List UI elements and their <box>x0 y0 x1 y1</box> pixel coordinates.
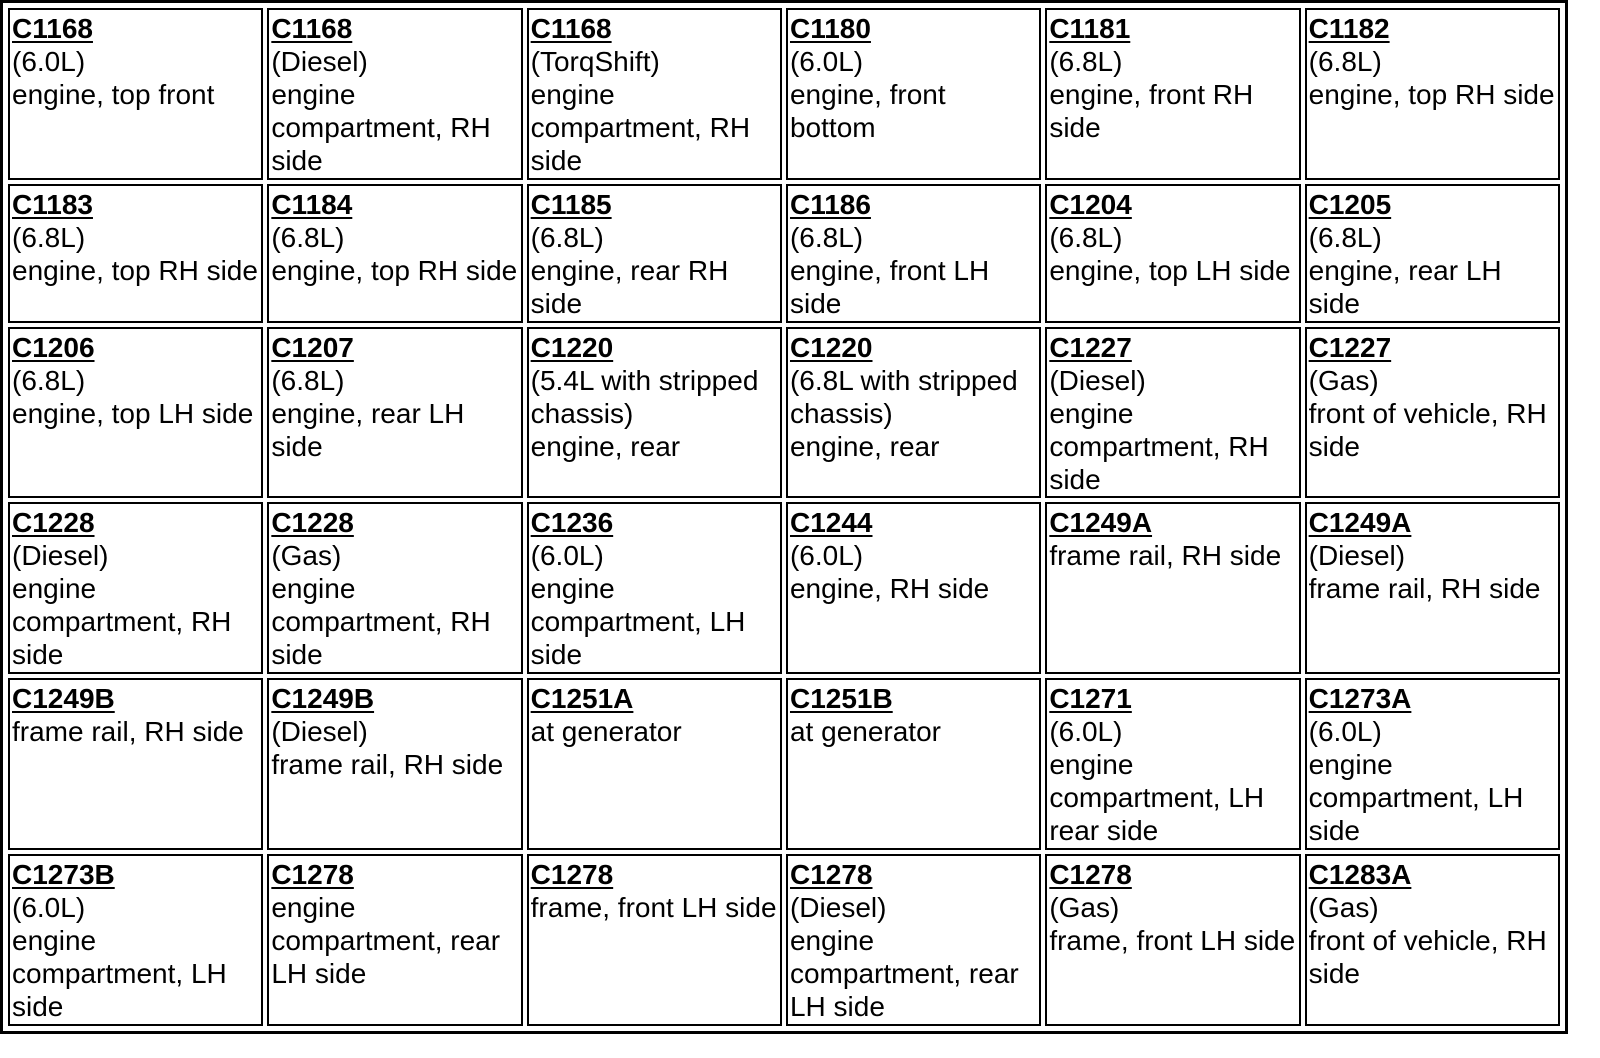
connector-cell <box>1045 678 1300 850</box>
connector-location-text: engine compartment, RH side <box>12 573 232 671</box>
connector-location-text: frame, front LH side <box>1049 925 1296 957</box>
connector-cell <box>1045 327 1300 499</box>
connector-location-text: (6.0L) <box>12 46 86 77</box>
connector-location-text: (6.8L with stripped chassis) <box>789 364 1018 429</box>
connector-cell <box>267 184 522 323</box>
connector-code-link[interactable]: C1227 <box>1049 331 1132 363</box>
connector-code-link[interactable]: C1180 <box>789 13 871 44</box>
connector-cell <box>527 854 782 1026</box>
connector-code-link[interactable]: C1205 <box>1308 188 1392 220</box>
connector-code-link[interactable]: C1273A <box>1308 683 1412 715</box>
connector-location-text: at generator <box>789 716 941 748</box>
connector-cell <box>267 678 522 850</box>
connector-location-text: engine, front LH side <box>789 254 990 319</box>
connector-cell <box>786 184 1041 323</box>
connector-location-text: (6.0L) <box>1049 716 1123 748</box>
connector-code-link[interactable]: C1228 <box>12 507 95 539</box>
connector-location-text: (Gas) <box>1308 364 1379 396</box>
connector-location-text: engine compartment, LH side <box>530 573 746 671</box>
connector-location-text: (6.8L) <box>1308 46 1382 77</box>
connector-location-text: engine, top LH side <box>1049 254 1291 286</box>
connector-location-text: (6.0L) <box>789 46 864 77</box>
connector-code-link[interactable]: C1204 <box>1049 188 1132 220</box>
connector-location-text: engine, rear LH side <box>1308 254 1502 319</box>
connector-cell <box>1305 327 1560 499</box>
connector-location-text: frame rail, RH side <box>1049 540 1282 572</box>
connector-code-link[interactable]: C1168 <box>530 13 612 44</box>
connector-location-text: engine, top RH side <box>1308 79 1555 110</box>
connector-location-table <box>4 4 1564 1030</box>
connector-location-text: (Diesel) <box>271 46 368 77</box>
connector-location-text: engine, top RH side <box>271 254 518 286</box>
connector-code-link[interactable]: C1227 <box>1308 331 1392 363</box>
connector-code-link[interactable]: C1278 <box>530 859 614 891</box>
connector-location-text: (6.8L) <box>12 364 86 396</box>
connector-location-text: (6.0L) <box>1308 716 1382 748</box>
connector-cell <box>1045 854 1300 1026</box>
connector-code-link[interactable]: C1244 <box>789 507 873 539</box>
connector-location-text: (6.8L) <box>530 221 604 253</box>
connector-cell <box>527 8 782 180</box>
connector-cell <box>527 678 782 850</box>
connector-location-text: (6.0L) <box>530 540 604 572</box>
connector-location-text: engine, RH side <box>789 573 990 605</box>
connector-cell <box>267 327 522 499</box>
connector-code-link[interactable]: C1228 <box>271 507 354 539</box>
connector-location-text: engine compartment, RH side <box>530 79 751 176</box>
connector-cell <box>786 327 1041 499</box>
table-row <box>8 8 1560 180</box>
connector-code-link[interactable]: C1182 <box>1308 13 1390 44</box>
connector-location-text: engine compartment, LH rear side <box>1049 749 1265 847</box>
connector-location-text: engine compartment, rear LH side <box>271 892 501 990</box>
connector-cell <box>1305 184 1560 323</box>
connector-location-text: (Diesel) <box>271 716 368 748</box>
connector-cell <box>8 184 263 323</box>
connector-location-text: (6.0L) <box>12 892 86 924</box>
connector-location-text: (Gas) <box>1308 892 1379 924</box>
connector-cell <box>786 502 1041 674</box>
connector-code-link[interactable]: C1249A <box>1308 507 1412 539</box>
connector-cell <box>527 327 782 499</box>
connector-cell <box>1305 8 1560 180</box>
table-row <box>8 184 1560 323</box>
connector-cell <box>786 678 1041 850</box>
connector-location-text: engine compartment, LH side <box>1308 749 1524 847</box>
connector-location-text: engine, front RH side <box>1049 79 1254 143</box>
connector-cell <box>267 8 522 180</box>
connector-cell <box>8 327 263 499</box>
table-row <box>8 502 1560 674</box>
connector-location-text: front of vehicle, RH side <box>1308 397 1547 462</box>
connector-cell <box>1045 8 1300 180</box>
connector-location-text: at generator <box>530 716 682 748</box>
connector-code-link[interactable]: C1273B <box>12 859 115 891</box>
connector-cell <box>786 8 1041 180</box>
connector-code-link[interactable]: C1249B <box>271 683 375 715</box>
connector-location-text: (Gas) <box>271 540 342 572</box>
connector-cell <box>527 502 782 674</box>
connector-cell <box>8 502 263 674</box>
connector-cell <box>1305 854 1560 1026</box>
table-row <box>8 854 1560 1026</box>
connector-location-text: engine compartment, RH side <box>1049 397 1269 495</box>
connector-location-text: (6.8L) <box>1049 46 1123 77</box>
connector-code-link[interactable]: C1278 <box>1049 859 1132 891</box>
connector-location-text: engine, rear <box>530 430 681 462</box>
connector-location-text: (6.8L) <box>1308 221 1382 253</box>
connector-code-link[interactable]: C1236 <box>530 507 614 539</box>
connector-cell <box>8 678 263 850</box>
connector-location-text: engine, rear <box>789 430 940 462</box>
connector-location-text: frame rail, RH side <box>271 749 504 781</box>
connector-location-text: engine, front bottom <box>789 79 946 143</box>
connector-code-link[interactable]: C1168 <box>271 13 353 44</box>
connector-location-text: (6.8L) <box>271 364 345 396</box>
connector-cell <box>1045 502 1300 674</box>
connector-location-text: frame, front LH side <box>530 892 777 924</box>
connector-code-link[interactable]: C1184 <box>271 188 353 220</box>
connector-code-link[interactable]: C1249B <box>12 683 115 715</box>
connector-code-link[interactable]: C1283A <box>1308 859 1412 891</box>
connector-location-text: engine, top RH side <box>12 254 258 286</box>
connector-location-text: (5.4L with stripped chassis) <box>530 364 759 429</box>
connector-code-link[interactable]: C1168 <box>12 13 93 44</box>
connector-code-link[interactable]: C1206 <box>12 331 95 363</box>
connector-location-text: front of vehicle, RH side <box>1308 925 1547 990</box>
connector-cell <box>1305 502 1560 674</box>
table-body <box>8 8 1560 1026</box>
connector-cell <box>267 854 522 1026</box>
connector-location-text: (Diesel) <box>789 892 887 924</box>
connector-code-link[interactable]: C1207 <box>271 331 354 363</box>
connector-location-text: (TorqShift) <box>530 46 660 77</box>
connector-cell <box>527 184 782 323</box>
table-row <box>8 327 1560 499</box>
connector-code-link[interactable]: C1181 <box>1049 13 1131 44</box>
connector-location-text: (Diesel) <box>1049 364 1146 396</box>
connector-location-text: engine compartment, RH side <box>271 573 491 671</box>
connector-code-link[interactable]: C1249A <box>1049 507 1153 539</box>
connector-code-link[interactable]: C1183 <box>12 188 93 220</box>
connector-location-text: engine compartment, LH side <box>12 925 227 1023</box>
connector-code-link[interactable]: C1278 <box>271 859 354 891</box>
connector-location-text: engine, rear LH side <box>271 397 465 462</box>
connector-code-link[interactable]: C1278 <box>789 859 873 891</box>
connector-location-text: frame rail, RH side <box>1308 573 1541 605</box>
connector-location-text: engine, top front <box>12 79 215 110</box>
connector-location-text: (Diesel) <box>12 540 109 572</box>
connector-location-text: frame rail, RH side <box>12 716 244 748</box>
connector-code-link[interactable]: C1186 <box>789 188 871 220</box>
connector-code-link[interactable]: C1220 <box>789 331 873 363</box>
connector-cell <box>1305 678 1560 850</box>
connector-code-link[interactable]: C1220 <box>530 331 614 363</box>
connector-location-text: engine compartment, rear LH side <box>789 925 1019 1023</box>
connector-cell <box>8 854 263 1026</box>
connector-location-text: (6.8L) <box>1049 221 1123 253</box>
connector-cell <box>8 8 263 180</box>
table-row <box>8 678 1560 850</box>
connector-location-text: engine, rear RH side <box>530 254 729 319</box>
connector-code-link[interactable]: C1251A <box>530 683 634 715</box>
connector-location-text: (6.8L) <box>12 221 86 253</box>
connector-code-link[interactable]: C1271 <box>1049 683 1132 715</box>
connector-location-text: engine compartment, RH side <box>271 79 491 176</box>
connector-cell <box>786 854 1041 1026</box>
connector-location-text: (Gas) <box>1049 892 1120 924</box>
connector-location-text: (6.0L) <box>789 540 864 572</box>
connector-location-text: (Diesel) <box>1308 540 1406 572</box>
connector-location-text: engine, top LH side <box>12 397 254 429</box>
connector-code-link[interactable]: C1251B <box>789 683 893 715</box>
connector-location-text: (6.8L) <box>271 221 345 253</box>
connector-cell <box>1045 184 1300 323</box>
connector-location-text: (6.8L) <box>789 221 864 253</box>
connector-cell <box>267 502 522 674</box>
connector-code-link[interactable]: C1185 <box>530 188 612 220</box>
